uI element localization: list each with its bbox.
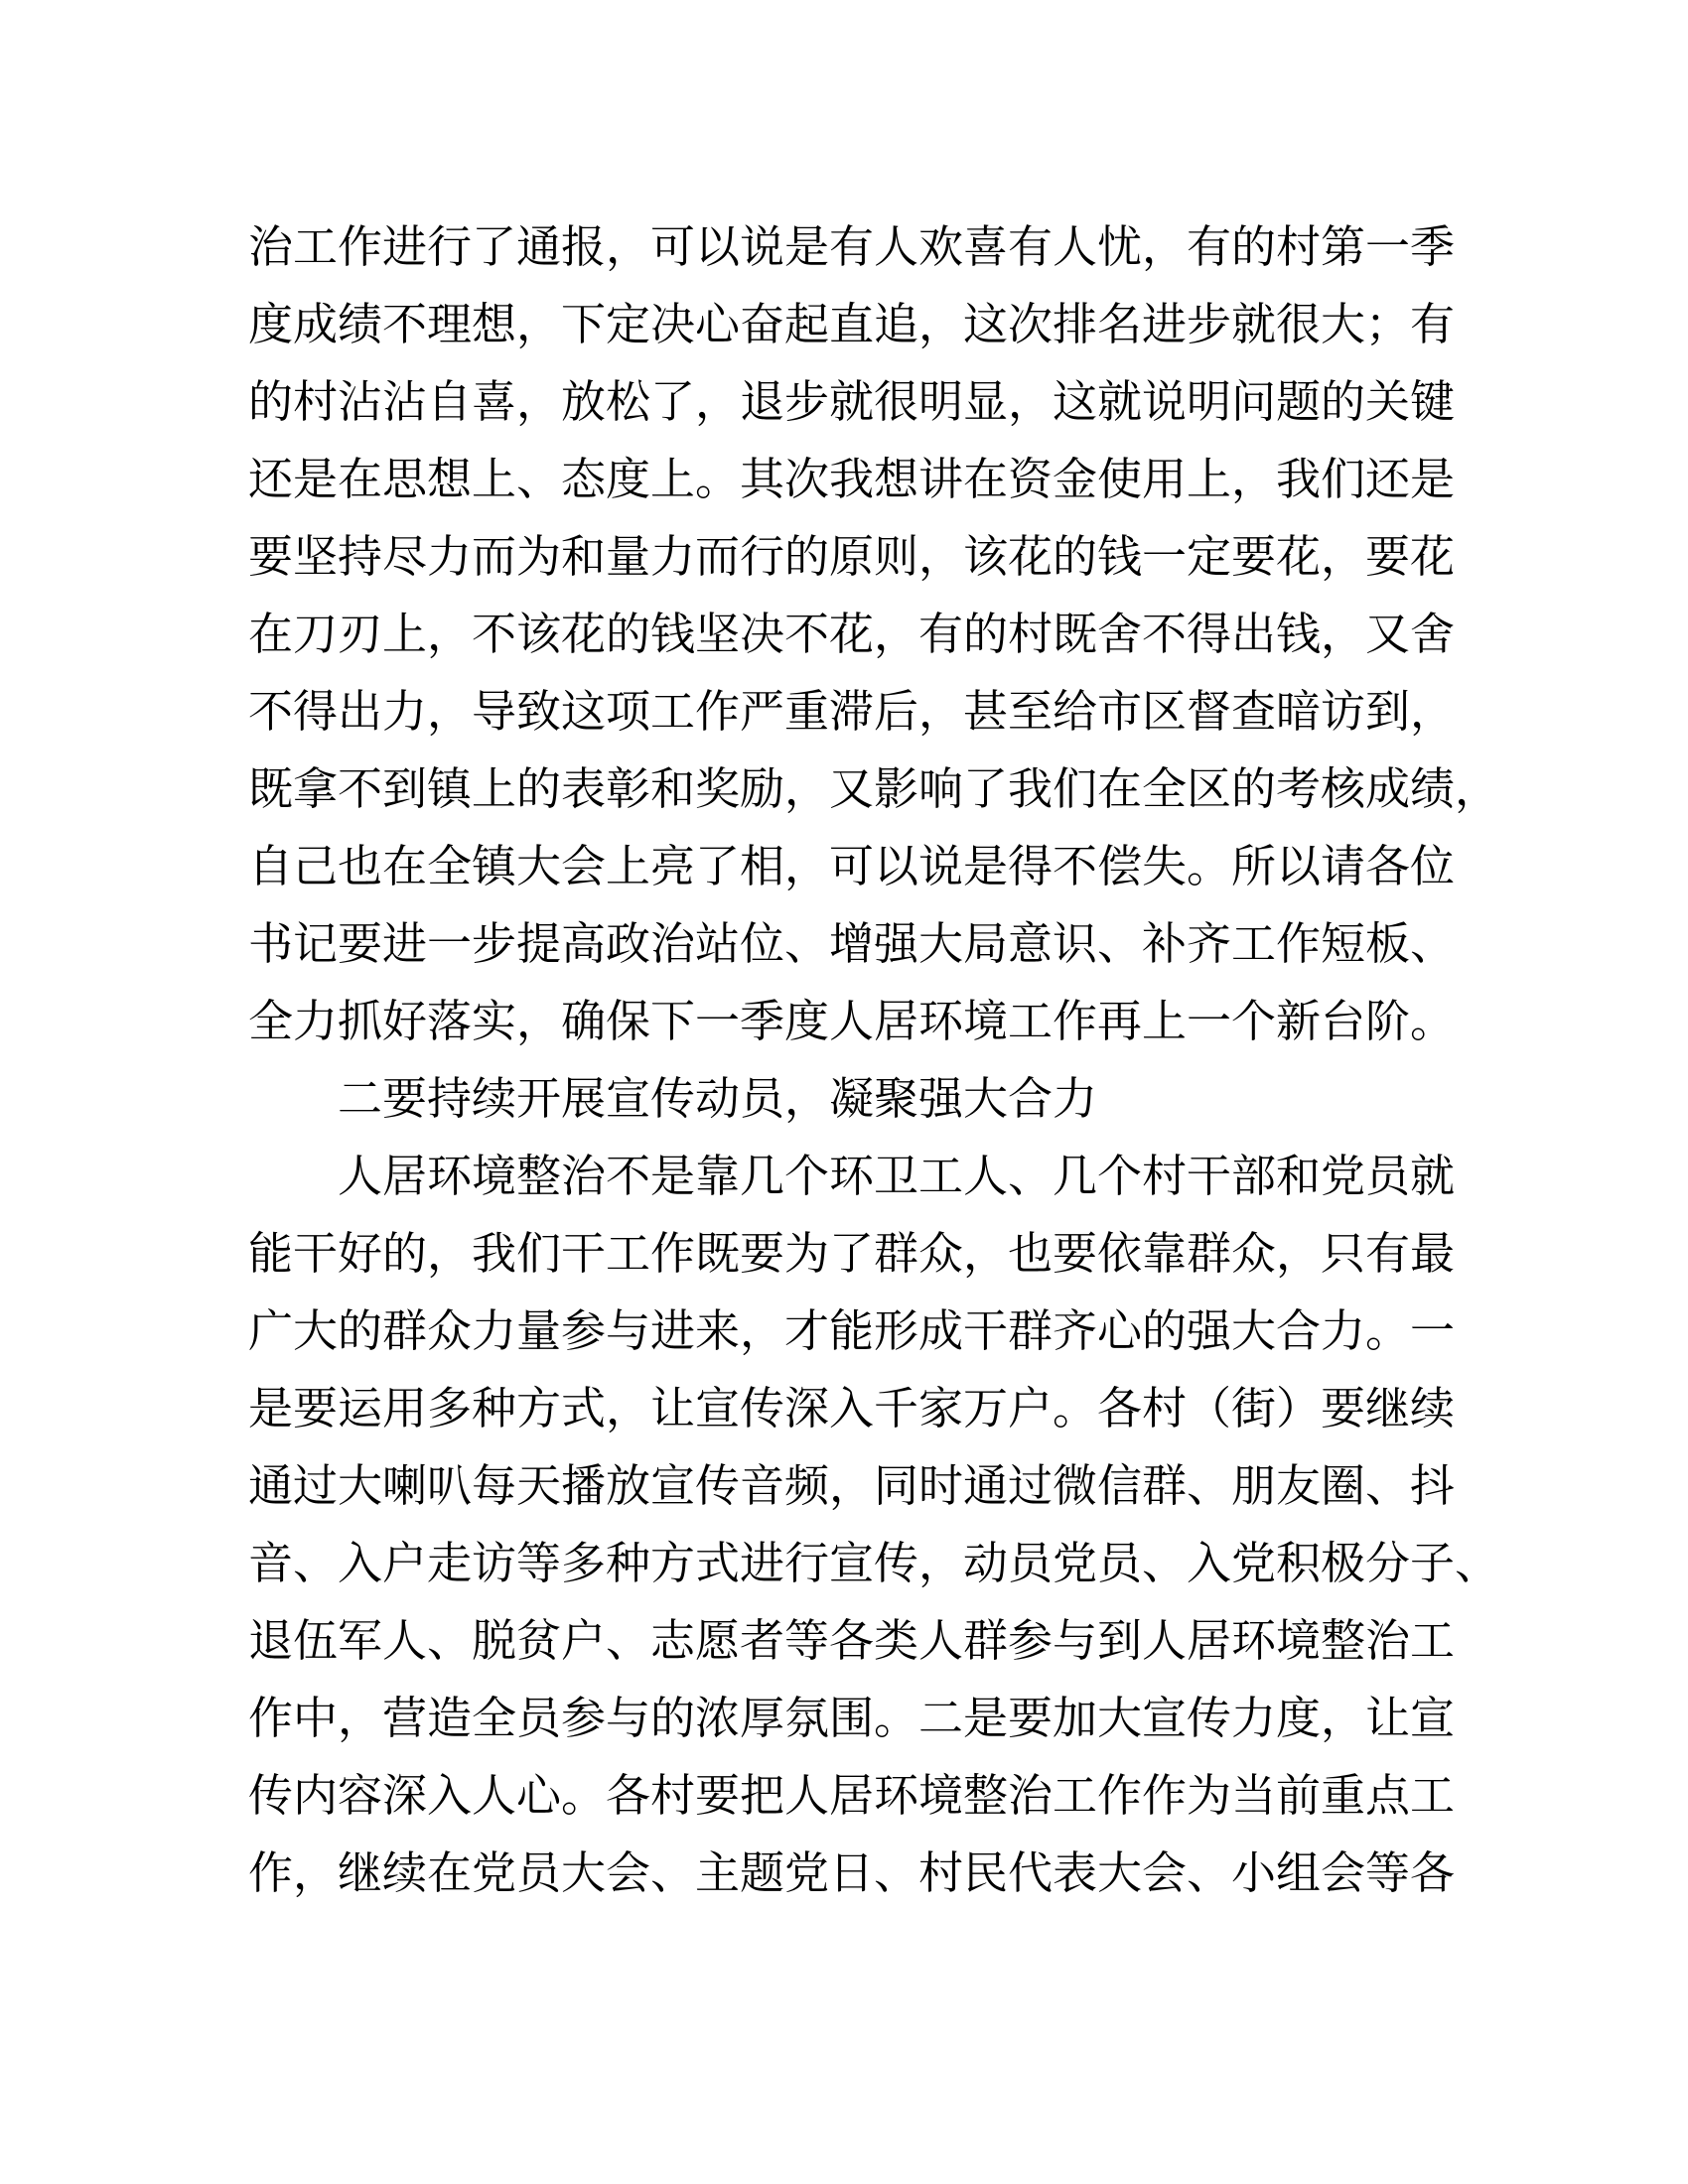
text-line: 广大的群众力量参与进来，才能形成干群齐心的强大合力。一 bbox=[248, 1304, 1456, 1357]
text-line: 作，继续在党员大会、主题党日、村民代表大会、小组会等各 bbox=[248, 1846, 1456, 1899]
text-line: 能干好的，我们干工作既要为了群众，也要依靠群众，只有最 bbox=[248, 1227, 1456, 1280]
document-body bbox=[248, 208, 1500, 1912]
text-line: 在刀刃上，不该花的钱坚决不花，有的村既舍不得出钱，又舍 bbox=[248, 608, 1456, 660]
text-line: 自己也在全镇大会上亮了相，可以说是得不偿失。所以请各位 bbox=[248, 840, 1456, 892]
text-line: 通过大喇叭每天播放宣传音频，同时通过微信群、朋友圈、抖 bbox=[248, 1459, 1456, 1512]
text-line: 人居环境整治不是靠几个环卫工人、几个村干部和党员就 bbox=[338, 1150, 1456, 1202]
text-line: 治工作进行了通报，可以说是有人欢喜有人忧，有的村第一季 bbox=[248, 220, 1456, 273]
text-line: 还是在思想上、态度上。其次我想讲在资金使用上，我们还是 bbox=[248, 453, 1456, 505]
text-line: 音、入户走访等多种方式进行宣传，动员党员、入党积极分子、 bbox=[248, 1537, 1500, 1589]
text-line: 是要运用多种方式，让宣传深入千家万户。各村（街）要继续 bbox=[248, 1382, 1456, 1434]
text-line: 要坚持尽力而为和量力而行的原则，该花的钱一定要花，要花 bbox=[248, 530, 1456, 583]
text-line: 不得出力，导致这项工作严重滞后，甚至给市区督查暗访到， bbox=[248, 685, 1456, 738]
text-line: 既拿不到镇上的表彰和奖励，又影响了我们在全区的考核成绩， bbox=[248, 762, 1500, 815]
text-line: 作中，营造全员参与的浓厚氛围。二是要加大宣传力度，让宣 bbox=[248, 1692, 1456, 1744]
text-line: 的村沾沾自喜，放松了，退步就很明显，这就说明问题的关键 bbox=[248, 375, 1456, 428]
text-line: 全力抓好落实，确保下一季度人居环境工作再上一个新台阶。 bbox=[248, 995, 1456, 1047]
text-line: 度成绩不理想，下定决心奋起直追，这次排名进步就很大；有 bbox=[248, 298, 1456, 350]
section-heading-text: 二要持续开展宣传动员，凝聚强大合力 bbox=[338, 1072, 1098, 1125]
paragraph-continuation bbox=[248, 208, 1500, 1060]
section-heading bbox=[248, 1060, 1470, 1138]
paragraph bbox=[248, 1138, 1500, 1912]
text-line: 书记要进一步提高政治站位、增强大局意识、补齐工作短板、 bbox=[248, 917, 1456, 970]
text-line: 传内容深入人心。各村要把人居环境整治工作作为当前重点工 bbox=[248, 1769, 1456, 1822]
text-line: 退伍军人、脱贫户、志愿者等各类人群参与到人居环境整治工 bbox=[248, 1614, 1456, 1667]
